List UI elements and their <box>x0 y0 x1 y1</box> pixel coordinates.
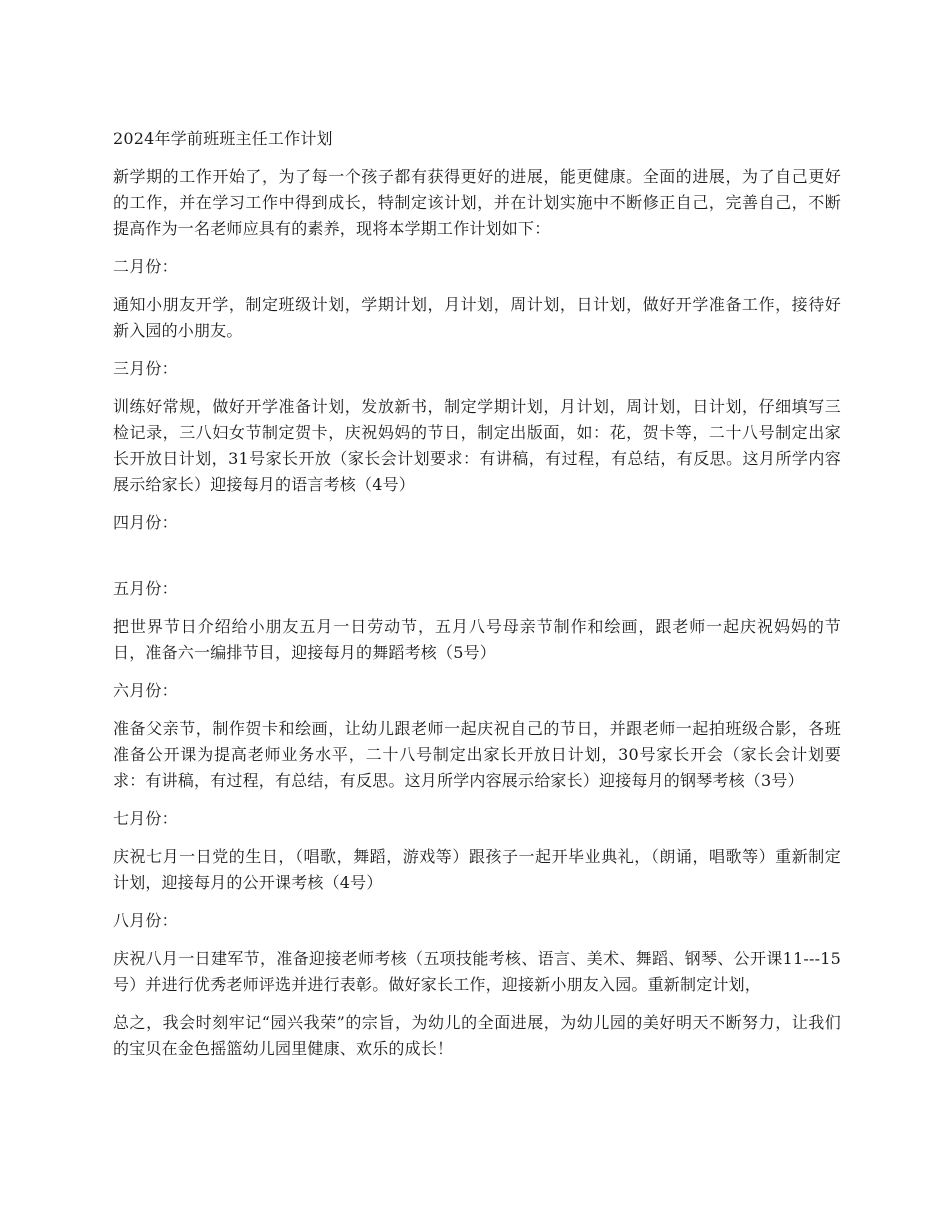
section-body-february: 通知小朋友开学，制定班级计划，学期计划，月计划，周计划，日计划，做好开学准备工作，接待好新入园的小朋友。 <box>113 295 841 340</box>
section-heading-july: 七月份： <box>113 809 178 828</box>
section-body-april-empty <box>113 548 841 576</box>
section-body-august: 庆祝八月一日建军节，准备迎接老师考核（五项技能考核、语言、美术、舞蹈、钢琴、公开课11---15号）并进行优秀老师评选并进行表彰。做好家长工作，迎接新小朋友入园。重新制定计划， <box>113 949 841 994</box>
intro-paragraph: 新学期的工作开始了，为了每一个孩子都有获得更好的进展，能更健康。全面的进展，为了自己更好的工作，并在学习工作中得到成长，特制定该计划，并在计划实施中不断修正自己，完善自己，不断提高作为一名老师应具有的素养，现将本学期工作计划如下： <box>113 167 841 238</box>
document-body <box>113 126 841 1074</box>
conclusion-paragraph: 总之，我会时刻牢记“园兴我荣”的宗旨，为幼儿的全面进展，为幼儿园的美好明天不断努力，让我们的宝贝在金色摇篮幼儿园里健康、欢乐的成长！ <box>113 1013 841 1058</box>
section-body-march: 训练好常规，做好开学准备计划，发放新书，制定学期计划，月计划，周计划，日计划，仔细填写三检记录，三八妇女节制定贺卡，庆祝妈妈的节日，制定出版面，如：花，贺卡等，二十八号制定出家长开放日计划，31号家长开放（家长会计划要求：有讲稿，有过程，有总结，有反思。这月所学内容展示给家长）迎接每月的语言考核（4号） <box>113 397 841 494</box>
section-heading-march: 三月份： <box>113 359 178 378</box>
section-heading-june: 六月份： <box>113 681 178 700</box>
document-title: 2024年学前班班主任工作计划 <box>113 129 333 148</box>
section-heading-august: 八月份： <box>113 911 178 930</box>
section-heading-april: 四月份： <box>113 513 178 532</box>
section-body-july: 庆祝七月一日党的生日，（唱歌，舞蹈，游戏等）跟孩子一起开毕业典礼，（朗诵，唱歌等）重新制定计划，迎接每月的公开课考核（4号） <box>113 847 841 892</box>
section-heading-may: 五月份： <box>113 579 178 598</box>
section-heading-february: 二月份： <box>113 257 178 276</box>
section-body-june: 准备父亲节，制作贺卡和绘画，让幼儿跟老师一起庆祝自己的节日，并跟老师一起拍班级合影，各班准备公开课为提高老师业务水平，二十八号制定出家长开放日计划，30号家长开会（家长会计划要求：有讲稿，有过程，有总结，有反思。这月所学内容展示给家长）迎接每月的钢琴考核（3号） <box>113 719 841 790</box>
section-body-may: 把世界节日介绍给小朋友五月一日劳动节，五月八号母亲节制作和绘画，跟老师一起庆祝妈妈的节日，准备六一编排节目，迎接每月的舞蹈考核（5号） <box>113 617 841 662</box>
